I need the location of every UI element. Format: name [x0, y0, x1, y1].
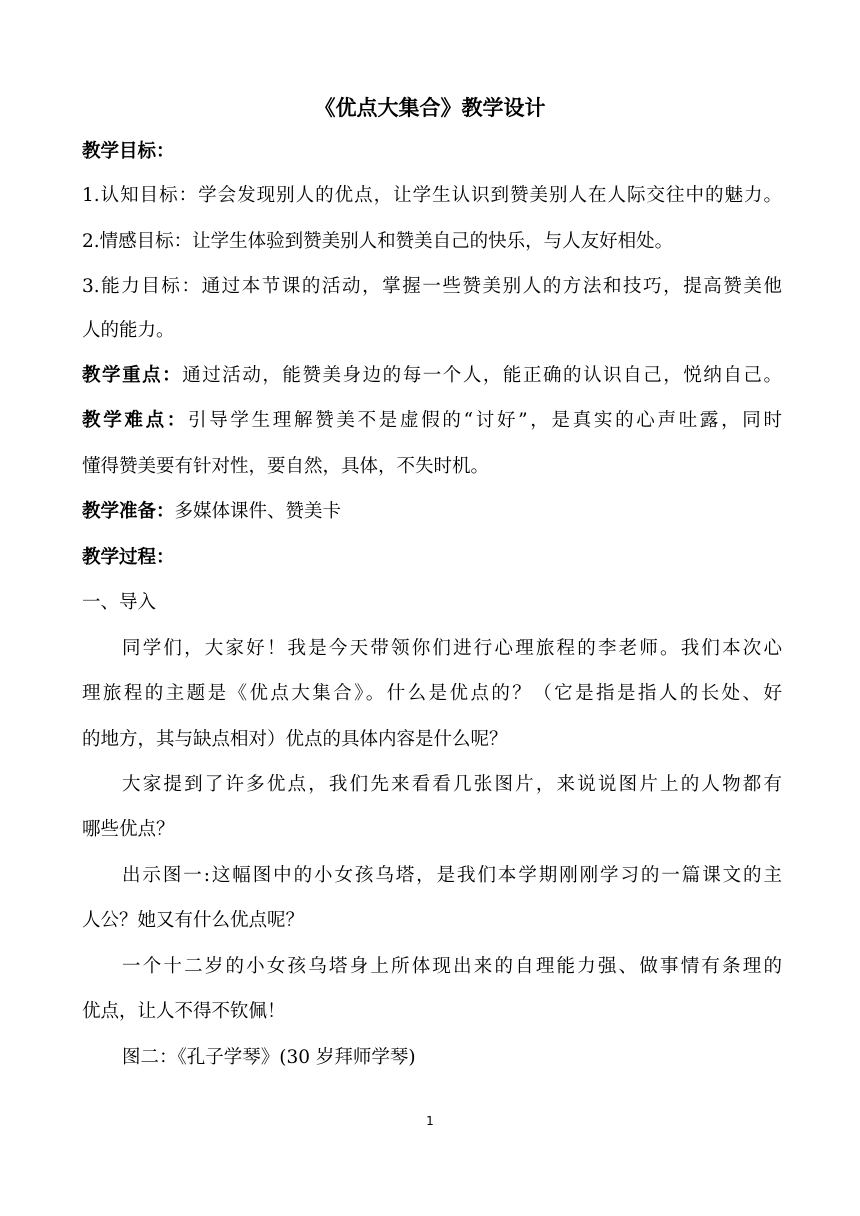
process-heading: 教学过程：	[82, 547, 175, 568]
goals-heading: 教学目标：	[82, 141, 175, 162]
goal-2: 2.情感目标：让学生体验到赞美别人和赞美自己的快乐，与人友好相处。	[82, 231, 674, 252]
key-point	[82, 363, 782, 389]
difficulty-continued: 懂得赞美要有针对性，要自然，具体，不失时机。	[82, 456, 490, 477]
paragraph-line: 哪些优点？	[82, 819, 175, 840]
key-point-text: 通过活动，能赞美身边的每一个人，能正确的认识自己，悦纳自己。	[182, 365, 782, 386]
paragraph-line: 人公？她又有什么优点呢？	[82, 910, 305, 931]
difficulty	[82, 408, 782, 434]
page-number: 1	[426, 1114, 434, 1128]
paragraph-line: 理旅程的主题是《优点大集合》。什么是优点的？（它是指是指人的长处、好	[82, 683, 782, 704]
document-title: 《优点大集合》教学设计	[314, 95, 546, 120]
preparation-text: 多媒体课件、赞美卡	[174, 501, 342, 522]
difficulty-label: 教学难点：	[82, 410, 188, 431]
preparation-label: 教学准备：	[82, 501, 175, 522]
paragraph-line: 图二：《孔子学琴》(30 岁拜师学琴)	[122, 1047, 416, 1068]
goal-1: 1.认知目标：学会发现别人的优点，让学生认识到赞美别人在人际交往中的魅力。	[82, 185, 782, 206]
goal-3-continued: 人的能力。	[82, 320, 175, 341]
paragraph-line: 的地方，其与缺点相对）优点的具体内容是什么呢？	[82, 729, 508, 750]
preparation	[82, 499, 782, 525]
goal-3: 3.能力目标：通过本节课的活动，掌握一些赞美别人的方法和技巧，提高赞美他	[82, 276, 782, 297]
section-heading-intro: 一、导入	[82, 592, 157, 613]
paragraph-line: 大家提到了许多优点，我们先来看看几张图片，来说说图片上的人物都有	[122, 774, 782, 795]
paragraph-line: 同学们，大家好！我是今天带领你们进行心理旅程的李老师。我们本次心	[122, 638, 782, 659]
paragraph-line: 出示图一:这幅图中的小女孩乌塔，是我们本学期刚刚学习的一篇课文的主	[122, 865, 782, 886]
paragraph-line: 一个十二岁的小女孩乌塔身上所体现出来的自理能力强、做事情有条理的	[122, 956, 782, 977]
paragraph-line: 优点，让人不得不钦佩！	[82, 1001, 286, 1022]
key-point-label: 教学重点：	[82, 365, 183, 386]
difficulty-text: 引导学生理解赞美不是虚假的“讨好”，是真实的心声吐露，同时	[188, 410, 782, 431]
